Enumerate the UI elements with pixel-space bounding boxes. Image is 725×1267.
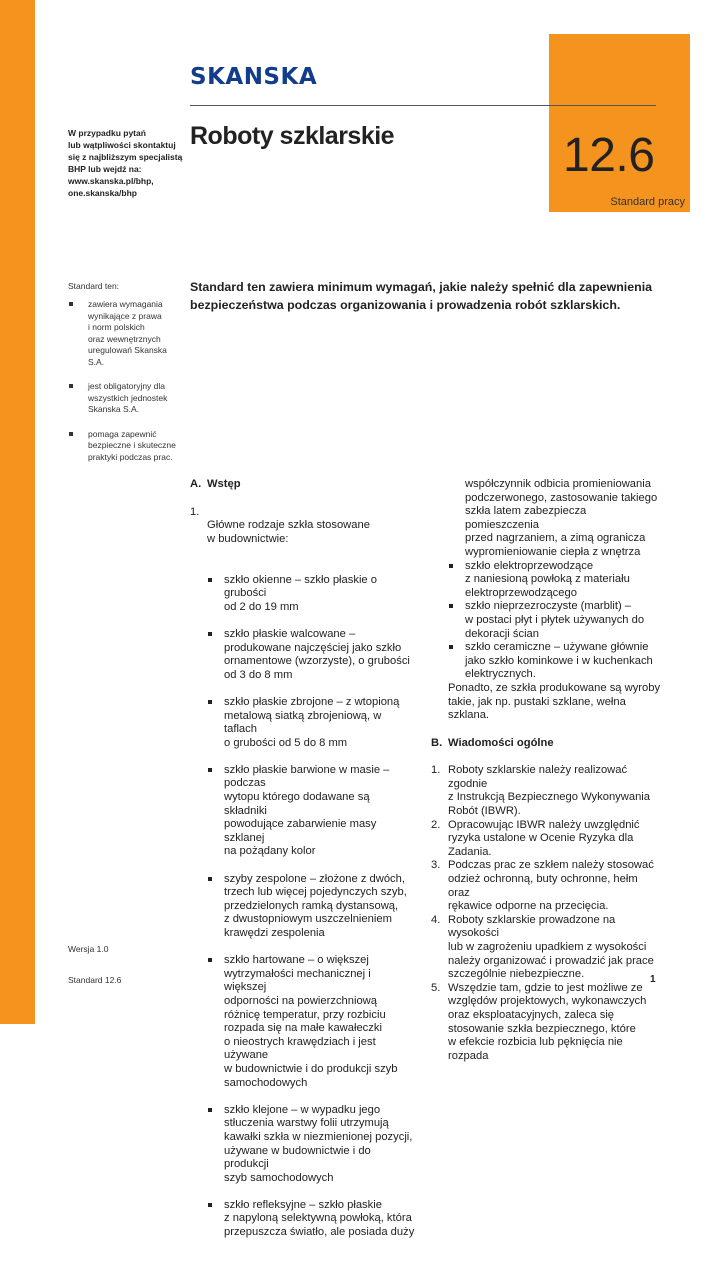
bullet-item: szkło płaskie barwione w masie – podczas wytopu którego dodawane są składniki powodujące zabarwienie masy szklanej na pożądany kolor [207,764,415,859]
item-text: Roboty szklarskie należy realizować zgodnie z Instrukcją Bezpiecznego Wykonywania Robót (IBWR). [448,764,650,818]
item-text: Główne rodzaje szkła stosowane w budownictwie: [207,519,370,545]
item-number: 5. [431,981,441,994]
page-title: Roboty szklarskie [190,122,395,150]
item-number: 1. [190,505,200,518]
standard-number-box [549,34,690,212]
bullet-item: szkło refleksyjne – szkło płaskie z napyloną selektywną powłoką, która przepuszcza światło, ale posiada duży [207,1199,415,1240]
list-item [431,819,661,860]
glass-types-list-cont [448,560,661,682]
bullet-item: szkło hartowane – o większej wytrzymałości mechanicznej i większej odporności na powierzchniową różnicę temperatur, przy rozbiciu rozpada się na małe kawałeczki o nieostrych krawędziach i jest używane w budownictwie i do produkcji szyb samochodowych [207,954,415,1090]
item-number: 3. [431,859,441,872]
bullet-item: szkło elektroprzewodzące z naniesioną powłoką z materiału elektroprzewodzącego [448,560,661,601]
list-item [431,859,661,913]
version-label: Wersja 1.0 [68,944,109,954]
list-item [431,764,661,818]
bullet-item: szyby zespolone – złożone z dwóch, trzech lub więcej pojedynczych szyb, przedzielonych ramką dystansową, z dwustopniowym uszczelnieniem krawędzi zespolenia [207,873,415,941]
section-letter: A. [190,478,202,490]
sidebar-heading: Standard ten: [68,281,120,291]
bullet-item: szkło ceramiczne – używane głównie jako szkło kominkowe i w kuchenkach elektrycznych. [448,641,661,682]
section-a-list [190,506,415,1267]
list-item [431,914,661,982]
bullet-continuation: współczynnik odbicia promieniowania podczerwonego, zastosowanie takiego szkła latem zabezpiecza pomieszczenia przed nagrzaniem, a zimą ogranicza wypromieniowanie ciepła z wnętrza [465,478,658,558]
column-right [431,478,661,1063]
standard-label: Standard pracy [610,196,685,208]
bullet-item: szkło okienne – szkło płaskie o grubości od 2 do 19 mm [207,574,415,615]
footer-standard: Standard 12.6 [68,975,122,985]
bullet-item: szkło nieprzezroczyste (marblit) – w postaci płyt i płytek używanych do dekoracji ścian [448,600,661,641]
sidebar-item: zawiera wymagania wynikające z prawa i norm polskich oraz wewnętrznych uregulowań Skanska S.A. [68,299,183,368]
item-number: 4. [431,913,441,926]
sidebar-item: pomaga zapewnić bezpieczne i skuteczne praktyki podczas prac. [68,429,183,464]
header-divider [190,105,656,106]
section-b-list [431,764,661,1063]
section-title: Wstęp [207,478,241,490]
item-text: Podczas prac ze szkłem należy stosować odzież ochronną, buty ochronne, hełm oraz rękawice odporne na przecięcia. [448,859,654,913]
item-number: 1. [431,764,441,777]
section-a-closing: Ponadto, ze szkła produkowane są wyroby takie, jak np. pustaki szklane, wełna szklana. [448,681,661,722]
left-accent-bar [0,0,35,1024]
bullet-item: szkło klejone – w wypadku jego stłuczenia warstwy folii utrzymują kawałki szkła w niezmienionej pozycji, używane w budownictwie i do produkcji szyb samochodowych [207,1104,415,1186]
sidebar-list [68,299,183,476]
bullet-item: szkło płaskie zbrojone – z wtopioną metalową siatką zbrojeniową, w taflach o grubości od 5 do 8 mm [207,696,415,750]
contact-note: W przypadku pytań lub wątpliwości skontaktuj się z najbliższym specjalistą BHP lub wejdź na: www.skanska.pl/bhp, one.skanska/bhp [68,128,183,198]
sidebar-item: jest obligatoryjny dla wszystkich jednostek Skanska S.A. [68,381,183,416]
list-item [190,506,415,1267]
list-item [431,982,661,1064]
item-text: Roboty szklarskie prowadzone na wysokości lub w zagrożeniu upadkiem z wysokości należy organizować i prowadzić jak prace szczególnie niebezpieczne. [448,913,654,981]
glass-types-list [207,560,415,1253]
section-letter: B. [431,736,443,749]
section-b-heading [431,737,661,751]
item-text: Wszędzie tam, gdzie to jest możliwe ze względów projektowych, wykonawczych oraz eksploatacyjnych, zaleca się stosowanie szkła bezpiecznego, które w efekcie rozbicia lub pęknięcia nie rozpada [448,981,647,1062]
bullet-item: szkło płaskie walcowane – produkowane najczęściej jako szkło ornamentowe (wzorzyste), o grubości od 3 do 8 mm [207,628,415,682]
item-text: Opracowując IBWR należy uwzględnić ryzyka ustalone w Ocenie Ryzyka dla Zadania. [448,818,640,858]
section-title: Wiadomości ogólne [448,736,554,749]
column-left [190,478,415,1267]
item-number: 2. [431,818,441,831]
standard-number: 12.6 [563,129,655,182]
intro-paragraph: Standard ten zawiera minimum wymagań, jakie należy spełnić dla zapewnienia bezpieczeństwa podczas organizowania i prowadzenia robót szklarskich. [190,280,653,312]
skanska-logo: SKANSKA [190,64,318,90]
page-number: 1 [650,974,656,985]
section-a-heading [190,478,415,492]
